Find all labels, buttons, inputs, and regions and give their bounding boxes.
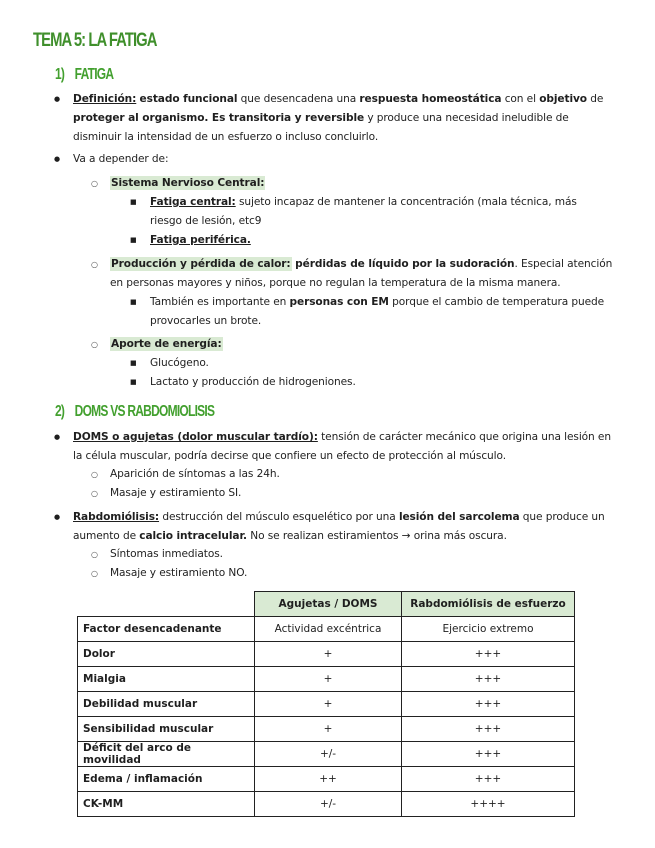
table-row [78, 742, 575, 767]
rabdo-line-2 [73, 527, 507, 546]
fatiga-central-line-1 [150, 193, 577, 212]
text: y produce una necesidad ineludible de [364, 112, 569, 124]
energia-item: Lactato y producción de hidrogeniones. [150, 376, 356, 388]
square-bullet-icon [130, 373, 137, 394]
circle-bullet-icon [91, 174, 98, 194]
text-bold: Producción y pérdida de calor: [111, 258, 291, 270]
text-bold: personas con EM [289, 296, 389, 308]
circle-bullet-icon [91, 465, 98, 485]
calor-line-2: en personas mayores y niños, porque no regulan la temperatura de la misma manera. [110, 277, 561, 289]
section-number: 2) [55, 403, 65, 420]
text-bold: respuesta homeostática [359, 93, 502, 105]
cell-rabdo: +++ [402, 692, 575, 717]
rabdo-line-1 [73, 508, 605, 527]
row-label: Edema / inflamación [78, 767, 255, 792]
square-bullet-icon [130, 354, 137, 375]
text: También es importante en [150, 296, 290, 308]
table-row [78, 767, 575, 792]
header-cell-rabdo: Rabdomiólisis de esfuerzo [402, 592, 575, 617]
text-bold: lesión del sarcolema [398, 511, 520, 523]
rabdo-label: Rabdomiólisis: [73, 511, 160, 523]
table-row [78, 692, 575, 717]
bullet-icon [54, 90, 60, 111]
row-label: CK-MM [78, 792, 255, 817]
cell-doms: + [255, 667, 402, 692]
cell-doms: +/- [255, 742, 402, 767]
section-title: DOMS VS RABDOMIOLISIS [74, 403, 215, 420]
cell-doms: + [255, 642, 402, 667]
bullet-icon [54, 150, 60, 171]
cell-rabdo: +++ [402, 717, 575, 742]
text: tensión de carácter mecánico que origina una lesión en [317, 431, 611, 443]
snc-label [110, 174, 265, 193]
section-heading-fatiga [55, 66, 113, 84]
header-cell-empty [78, 592, 255, 617]
fatiga-periferica-label: Fatiga periférica. [150, 234, 251, 246]
circle-bullet-icon [91, 545, 98, 565]
text: aumento de [73, 530, 140, 542]
square-bullet-icon [130, 293, 137, 314]
text-bold: estado funcional [139, 93, 238, 105]
rabdo-item: Masaje y estiramiento NO. [110, 567, 248, 579]
cell-doms: Actividad excéntrica [255, 617, 402, 642]
page-title: TEMA 5: LA FATIGA [33, 30, 157, 51]
definicion-line-1 [73, 90, 603, 109]
table-row [78, 792, 575, 817]
depende-line: Va a depender de: [73, 153, 169, 165]
row-label: Dolor [78, 642, 255, 667]
section-title: FATIGA [74, 66, 114, 83]
rabdo-item: Síntomas inmediatos. [110, 548, 223, 560]
table-row [78, 667, 575, 692]
row-label: Mialgia [78, 667, 255, 692]
comparison-table [77, 591, 575, 817]
table-header-row [78, 592, 575, 617]
definicion-label: Definición: [73, 93, 137, 105]
cell-doms: + [255, 692, 402, 717]
circle-bullet-icon [91, 564, 98, 584]
calor-line-1 [110, 255, 612, 274]
table-row [78, 717, 575, 742]
cell-rabdo: ++++ [402, 792, 575, 817]
cell-doms: + [255, 717, 402, 742]
energia-label [110, 335, 223, 354]
cell-rabdo: Ejercicio extremo [402, 617, 575, 642]
em-line-2: provocarles un brote. [150, 315, 262, 327]
circle-bullet-icon [91, 255, 98, 275]
text: de [586, 93, 604, 105]
text-bold: Sistema Nervioso Central: [111, 177, 265, 189]
circle-bullet-icon [91, 484, 98, 504]
cell-rabdo: +++ [402, 742, 575, 767]
energia-item: Glucógeno. [150, 357, 209, 369]
circle-bullet-icon [91, 335, 98, 355]
definicion-line-3: disminuir la intensidad de un esfuerzo o incluso concluirlo. [73, 131, 379, 143]
definicion-line-2 [73, 109, 569, 128]
cell-rabdo: +++ [402, 667, 575, 692]
text-bold: proteger al organismo. Es transitoria y reversible [73, 112, 365, 124]
doms-item: Aparición de síntomas a las 24h. [110, 468, 280, 480]
cell-rabdo: +++ [402, 767, 575, 792]
text: con el [501, 93, 540, 105]
fatiga-central-line-2: riesgo de lesión, etc9 [150, 215, 262, 227]
header-cell-doms: Agujetas / DOMS [255, 592, 402, 617]
row-label: Déficit del arco de movilidad [78, 742, 255, 767]
square-bullet-icon [130, 193, 137, 214]
row-label: Debilidad muscular [78, 692, 255, 717]
text: No se realizan estiramientos → orina más oscura. [246, 530, 507, 542]
square-bullet-icon [130, 231, 137, 252]
table-row [78, 642, 575, 667]
text: destrucción del músculo esquelético por una [159, 511, 399, 523]
text-bold: objetivo [539, 93, 587, 105]
bullet-icon [54, 508, 60, 529]
cell-doms: +/- [255, 792, 402, 817]
row-label: Sensibilidad muscular [78, 717, 255, 742]
fatiga-central-label: Fatiga central: [150, 196, 236, 208]
text: . Especial atención [514, 258, 613, 270]
cell-doms: ++ [255, 767, 402, 792]
text-bold: calcio intracelular. [139, 530, 247, 542]
text-bold: pérdidas de líquido por la sudoración [291, 258, 515, 270]
text: sujeto incapaz de mantener la concentración (mala técnica, más [235, 196, 577, 208]
fatiga-periferica [150, 231, 251, 250]
bullet-icon [54, 428, 60, 449]
em-line-1 [150, 293, 604, 312]
doms-label: DOMS o agujetas (dolor muscular tardío): [73, 431, 318, 443]
section-heading-doms [55, 403, 214, 421]
row-label: Factor desencadenante [78, 617, 255, 642]
table-row [78, 617, 575, 642]
section-number: 1) [55, 66, 65, 83]
text: que desencadena una [237, 93, 360, 105]
text: que produce un [519, 511, 605, 523]
text-bold: Aporte de energía: [111, 338, 222, 350]
doms-item: Masaje y estiramiento SI. [110, 487, 242, 499]
doms-line-1 [73, 428, 611, 447]
doms-line-2: la célula muscular, podría decirse que confiere un efecto de protección al músculo. [73, 450, 506, 462]
cell-rabdo: +++ [402, 642, 575, 667]
text: porque el cambio de temperatura puede [388, 296, 605, 308]
